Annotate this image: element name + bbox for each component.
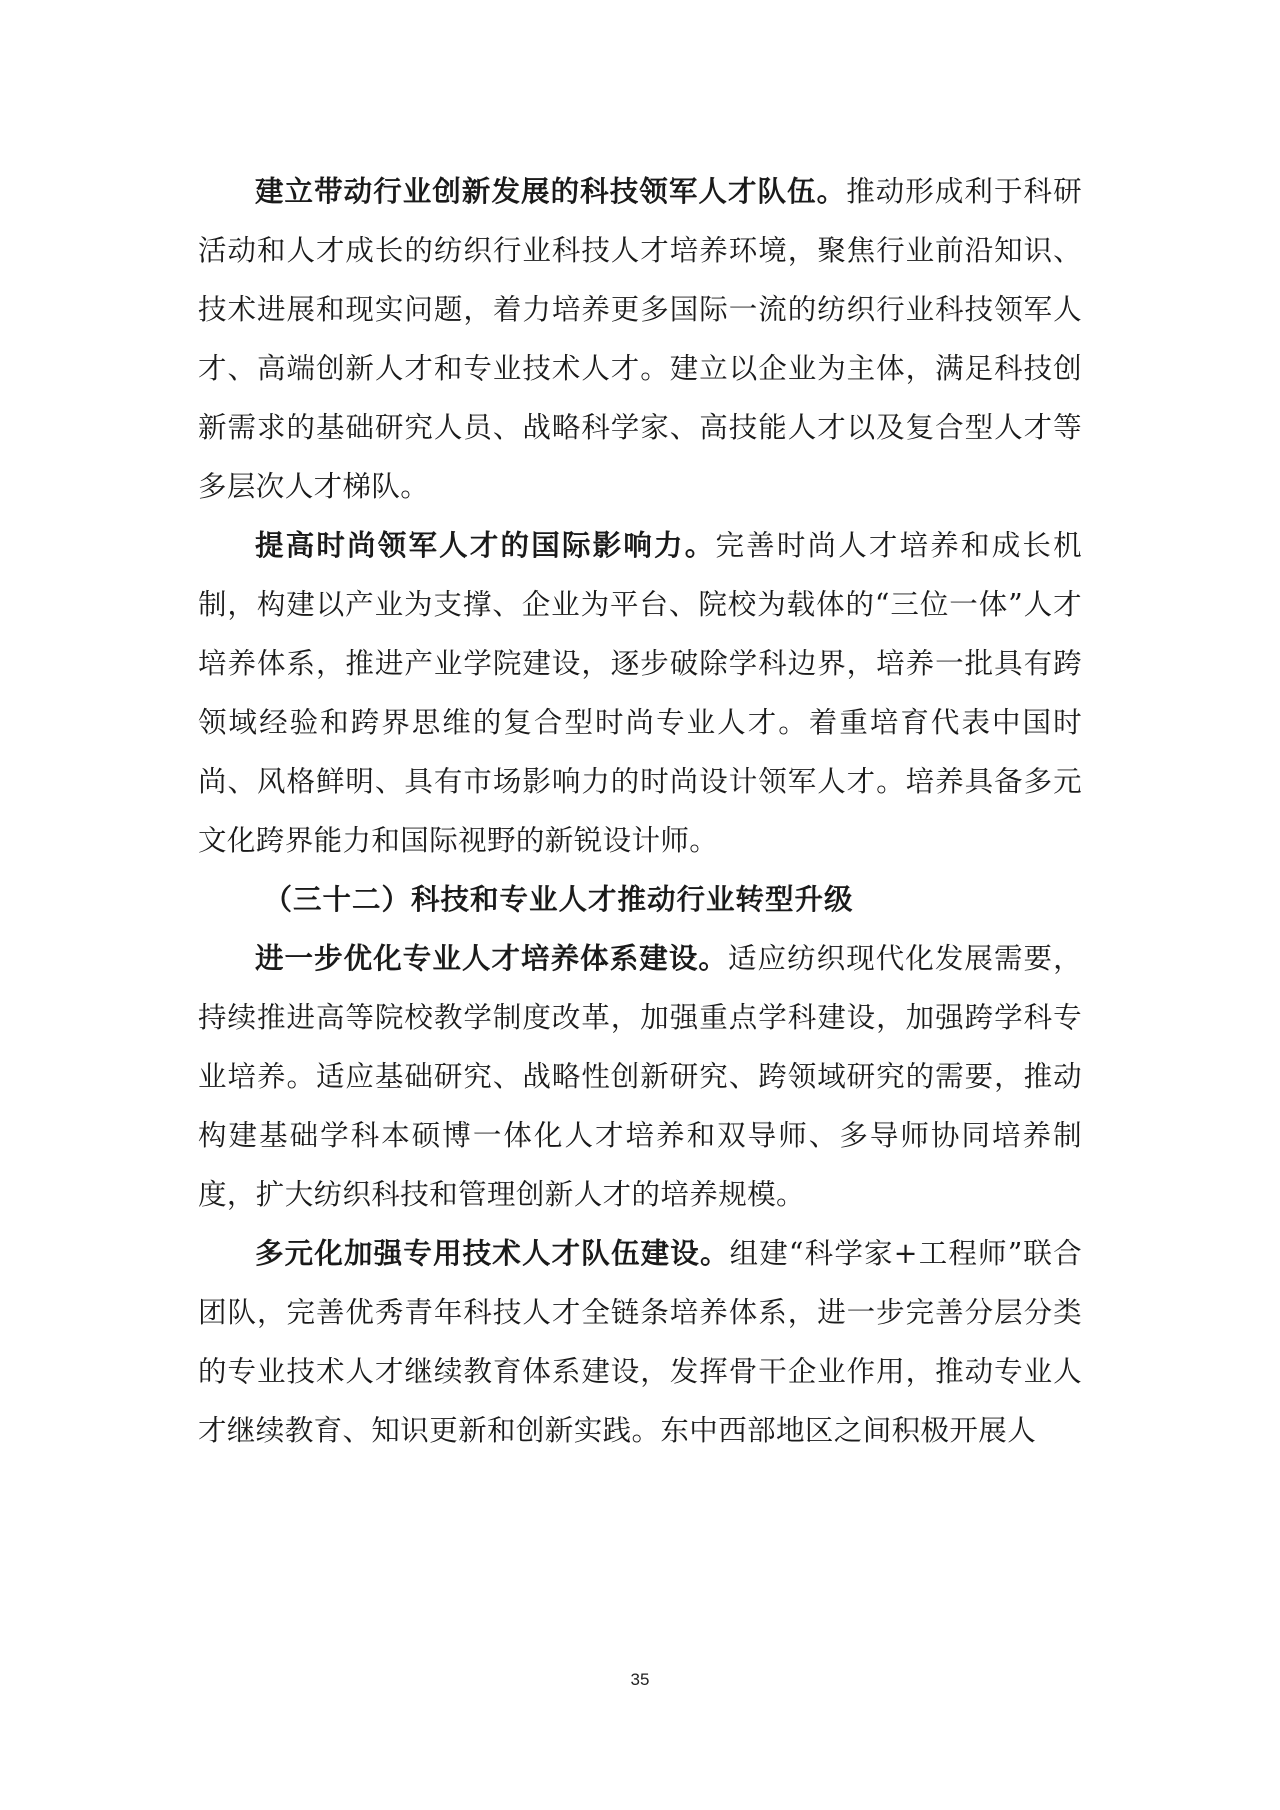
- section-heading: （三十二）科技和专业人才推动行业转型升级: [263, 882, 854, 916]
- page-number: 35: [630, 1670, 650, 1689]
- paragraph-body: 组建“科学家+工程师”联合团队，完善优秀青年科技人才全链条培养体系，进一步完善分层分类的专业技术人才继续教育体系建设，发挥骨干企业作用，推动专业人才继续教育、知识更新和创新实践。东中西部地区之间积极开展人: [198, 1237, 1082, 1447]
- paragraph-talent-system: [198, 929, 1082, 1224]
- paragraph-science-tech-leaders: [198, 162, 1082, 516]
- page-body: [198, 162, 1082, 1460]
- paragraph-lead: 提高时尚领军人才的国际影响力。: [255, 528, 716, 562]
- paragraph-body: 推动形成利于科研活动和人才成长的纺织行业科技人才培养环境，聚焦行业前沿知识、技术进展和现实问题，着力培养更多国际一流的纺织行业科技领军人才、高端创新人才和专业技术人才。建立以企业为主体，满足科技创新需求的基础研究人员、战略科学家、高技能人才以及复合型人才等多层次人才梯队。: [198, 175, 1082, 503]
- paragraph-lead: 建立带动行业创新发展的科技领军人才队伍。: [255, 174, 847, 208]
- paragraph-body: 适应纺织现代化发展需要，持续推进高等院校教学制度改革，加强重点学科建设，加强跨学科专业培养。适应基础研究、战略性创新研究、跨领域研究的需要，推动构建基础学科本硕博一体化人才培养和双导师、多导师协同培养制度，扩大纺织科技和管理创新人才的培养规模。: [198, 942, 1082, 1211]
- paragraph-technical-talent: [198, 1224, 1082, 1460]
- paragraph-fashion-leaders: [198, 516, 1082, 870]
- paragraph-body: 完善时尚人才培养和成长机制，构建以产业为支撑、企业为平台、院校为载体的“三位一体”人才培养体系，推进产业学院建设，逐步破除学科边界，培养一批具有跨领域经验和跨界思维的复合型时尚专业人才。着重培育代表中国时尚、风格鲜明、具有市场影响力的时尚设计领军人才。培养具备多元文化跨界能力和国际视野的新锐设计师。: [198, 529, 1082, 857]
- paragraph-lead: 多元化加强专用技术人才队伍建设。: [255, 1236, 730, 1270]
- paragraph-lead: 进一步优化专业人才培养体系建设。: [255, 941, 728, 975]
